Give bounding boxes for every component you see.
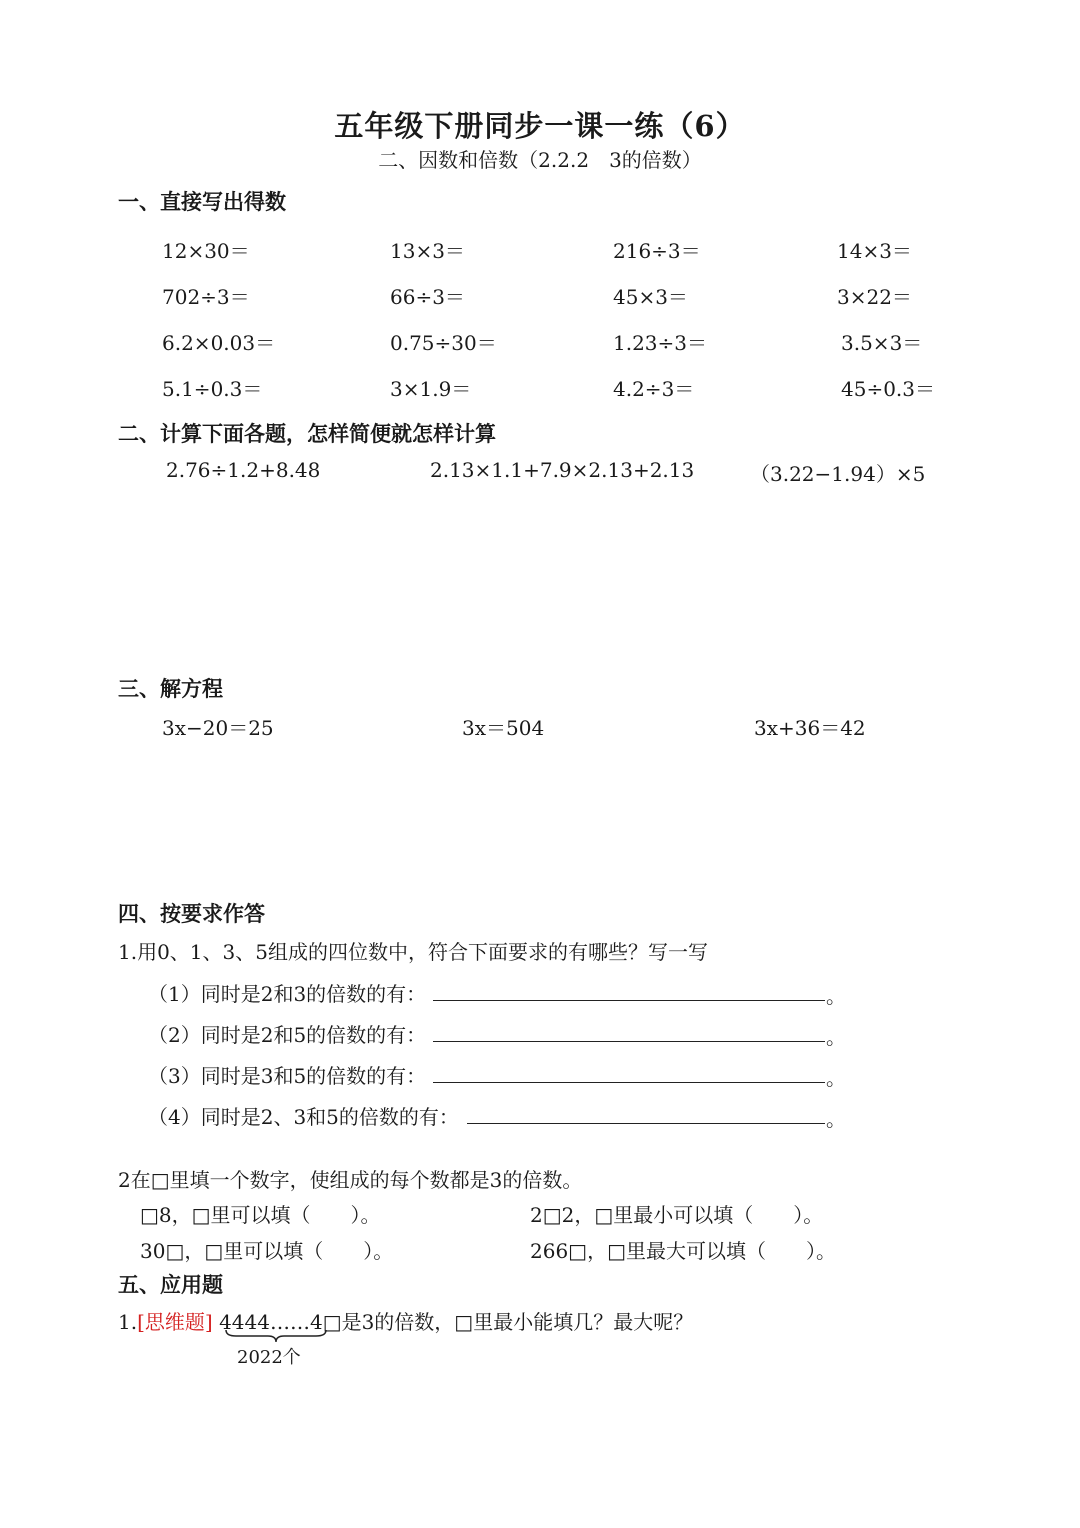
period: 。 <box>826 1025 846 1049</box>
calc-item: 3.5×3＝ <box>841 331 923 355</box>
calc-item: 702÷3＝ <box>162 285 250 309</box>
expression-item: 2.13×1.1+7.9×2.13+2.13 <box>430 458 695 482</box>
answer-label: （3）同时是3和5的倍数的有： <box>148 1064 427 1088</box>
answer-label: （2）同时是2和5的倍数的有： <box>148 1023 427 1047</box>
calc-item: 6.2×0.03＝ <box>162 331 276 355</box>
repeated-digits: 4444……4 <box>219 1310 323 1334</box>
equation-item: 3x＝504 <box>462 716 545 740</box>
section-1-heading: 一、直接写出得数 <box>118 189 286 214</box>
page-subtitle: 二、因数和倍数（2.2.2 3的倍数） <box>378 148 702 172</box>
calc-item: 66÷3＝ <box>390 285 465 309</box>
period: 。 <box>826 1066 846 1090</box>
calc-item: 3×22＝ <box>837 285 912 309</box>
section-3-heading: 三、解方程 <box>118 676 223 701</box>
brace-label: 2022个 <box>237 1347 301 1368</box>
calc-item: 45÷0.3＝ <box>841 377 936 401</box>
calc-item: 5.1÷0.3＝ <box>162 377 263 401</box>
section-2-heading: 二、计算下面各题，怎样简便就怎样计算 <box>118 421 496 446</box>
fill-item: 2□2，□里最小可以填（ ）。 <box>530 1203 824 1227</box>
answer-label: （4）同时是2、3和5的倍数的有： <box>148 1105 459 1129</box>
answer-blank[interactable] <box>433 1000 825 1001</box>
calc-item: 4.2÷3＝ <box>613 377 695 401</box>
thinking-tag: [思维题] <box>137 1310 213 1334</box>
expression-item: 2.76÷1.2+8.48 <box>166 458 321 482</box>
calc-item: 14×3＝ <box>837 239 912 263</box>
calc-item: 45×3＝ <box>613 285 688 309</box>
question-prompt: 1.用0、1、3、5组成的四位数中，符合下面要求的有哪些？写一写 <box>118 940 708 964</box>
expression-item: （3.22−1.94）×5 <box>750 462 926 486</box>
equation-item: 3x−20＝25 <box>162 716 274 740</box>
fill-item: 30□，□里可以填（ ）。 <box>140 1239 394 1263</box>
calc-item: 0.75÷30＝ <box>390 331 497 355</box>
answer-blank[interactable] <box>467 1123 825 1124</box>
section-5-heading: 五、应用题 <box>118 1272 223 1297</box>
question-text: □是3的倍数，□里最小能填几？最大呢？ <box>322 1310 694 1334</box>
answer-label: （1）同时是2和3的倍数的有： <box>148 982 427 1006</box>
period: 。 <box>826 1107 846 1131</box>
question-5-1 <box>118 1306 693 1335</box>
calc-item: 13×3＝ <box>390 239 465 263</box>
fill-item: □8，□里可以填（ ）。 <box>140 1203 381 1227</box>
period: 。 <box>826 984 846 1008</box>
equation-item: 3x+36＝42 <box>754 716 866 740</box>
underbrace-icon <box>224 1328 328 1344</box>
question-number: 1. <box>118 1310 138 1334</box>
calc-item: 216÷3＝ <box>613 239 701 263</box>
section-4-heading: 四、按要求作答 <box>118 901 265 926</box>
calc-item: 1.23÷3＝ <box>613 331 708 355</box>
page-title: 五年级下册同步一课一练（6） <box>334 109 746 143</box>
answer-blank[interactable] <box>433 1082 825 1083</box>
fill-item: 266□，□里最大可以填（ ）。 <box>530 1239 836 1263</box>
calc-item: 3×1.9＝ <box>390 377 472 401</box>
calc-item: 12×30＝ <box>162 239 250 263</box>
question-prompt: 2在□里填一个数字，使组成的每个数都是3的倍数。 <box>118 1168 583 1192</box>
answer-blank[interactable] <box>433 1041 825 1042</box>
